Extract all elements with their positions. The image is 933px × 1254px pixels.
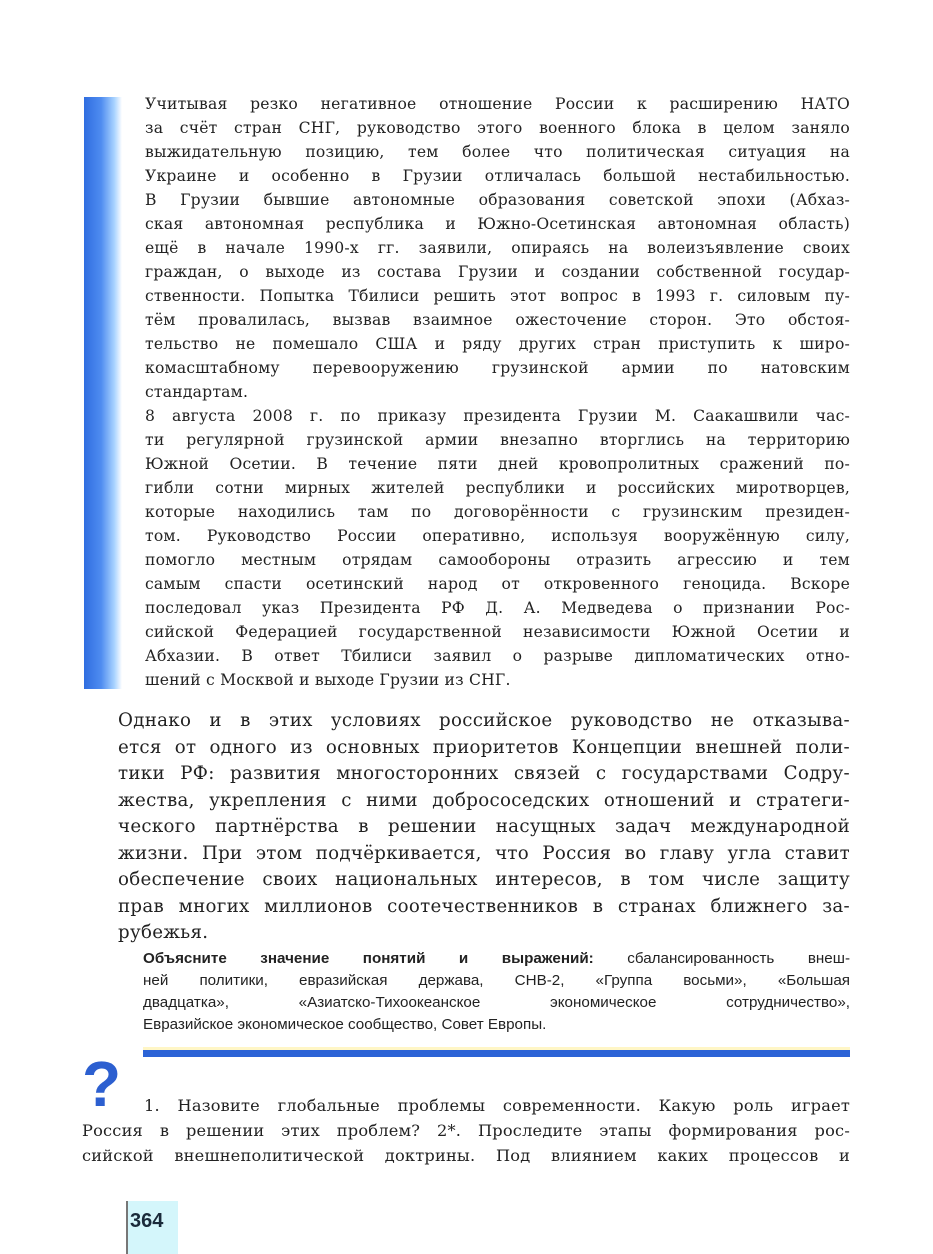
text-line: выжидательную позицию, тем более что политическая ситуация на — [145, 143, 850, 161]
text-line: рубежья. — [118, 922, 209, 943]
text-line: жизни. При этом подчёркивается, что Россия во главу угла ставит — [118, 842, 850, 864]
text-line: последовал указ Президента РФ Д. А. Медведева о признании Рос- — [145, 599, 850, 617]
text-line: ещё в начале 1990-х гг. заявили, опираясь на волеизъявление своих — [145, 239, 850, 257]
text-line: самым спасти осетинский народ от откровенного геноцида. Вскоре — [145, 575, 850, 593]
section-divider — [143, 1050, 850, 1057]
text-line: тельство не помешало США и ряду других стран приступить к широ- — [145, 335, 850, 353]
definitions-line: двадцатка», «Азиатско-Тихоокеанское экономическое сотрудничество», — [143, 994, 850, 1011]
text-line: Однако и в этих условиях российское руководство не отказыва- — [118, 710, 850, 731]
question-line: сийской внешнеполитической доктрины. Под влиянием каких процессов и — [82, 1146, 850, 1165]
questions-block — [82, 1093, 850, 1168]
text-line: гибли сотни мирных жителей республики и российских миротворцев, — [145, 479, 850, 497]
definitions-line: ней политики, евразийская держава, СНВ-2, «Группа восьми», «Большая — [143, 972, 850, 989]
main-paragraph — [118, 708, 850, 947]
question-mark-icon: ? — [82, 1048, 122, 1120]
sidebar-accent-bar — [84, 97, 122, 689]
text-line: шений с Москвой и выходе Грузии из СНГ. — [145, 671, 511, 689]
text-line: стандартам. — [145, 383, 249, 401]
text-line: ти регулярной грузинской армии внезапно вторглись на территорию — [145, 431, 850, 449]
question-line: 1. Назовите глобальные проблемы современности. Какую роль играет — [144, 1096, 850, 1115]
text-line: ческого партнёрства в решении насущных задач международной — [118, 816, 850, 837]
definitions-first-line — [143, 948, 850, 970]
text-line: Украине и особенно в Грузии отличалась большой нестабильностью. — [145, 167, 850, 185]
question-line: Россия в решении этих проблем? 2*. Проследите этапы формирования рос- — [82, 1121, 850, 1140]
text-line: за счёт стран СНГ, руководство этого военного блока в целом заняло — [145, 119, 850, 137]
text-line: Абхазии. В ответ Тбилиси заявил о разрыве дипломатических отно- — [145, 647, 850, 665]
text-line: ская автономная республика и Южно-Осетинская автономная область) — [145, 215, 850, 233]
text-line: тём провалилась, вызвав взаимное ожесточение сторон. Это обстоя- — [145, 311, 850, 329]
text-line: ется от одного из основных приоритетов Концепции внешней поли- — [118, 736, 850, 758]
text-line: обеспечение своих национальных интересов, в том числе защиту — [118, 869, 850, 890]
text-line: том. Руководство России оперативно, используя вооружённую силу, — [145, 527, 850, 545]
definitions-task — [143, 948, 850, 1036]
text-line: сийской Федерацией государственной независимости Южной Осетии и — [145, 623, 850, 641]
text-line: ственности. Попытка Тбилиси решить этот вопрос в 1993 г. силовым пу- — [145, 287, 850, 305]
definitions-line: Евразийское экономическое сообщество, Совет Европы. — [143, 1016, 547, 1033]
text-line: Учитывая резко негативное отношение России к расширению НАТО — [145, 95, 850, 113]
text-line: комасштабному перевооружению грузинской армии по натовским — [145, 359, 850, 377]
definitions-heading: Объясните значение понятий и выражений: — [143, 950, 594, 967]
text-line: Южной Осетии. В течение пяти дней кровопролитных сражений по- — [145, 455, 850, 473]
text-line: помогло местным отрядам самообороны отразить агрессию и тем — [145, 551, 850, 569]
definitions-text: сбалансированность внеш- — [593, 950, 850, 967]
text-line: граждан, о выходе из состава Грузии и создании собственной государ- — [145, 263, 850, 281]
text-line: жества, укрепления с ними добрососедских отношений и стратеги- — [118, 789, 850, 811]
text-line: В Грузии бывшие автономные образования советской эпохи (Абхаз- — [145, 191, 850, 209]
text-line: которые находились там по договорённости с грузинским президен- — [145, 503, 850, 521]
text-line: прав многих миллионов соотечественников в странах ближнего за- — [118, 895, 850, 917]
page-number: 364 — [130, 1210, 164, 1232]
text-line: тики РФ: развития многосторонних связей с государствами Содру- — [118, 763, 850, 784]
highlighted-passage — [145, 92, 850, 692]
text-line: 8 августа 2008 г. по приказу президента Грузии М. Саакашвили час- — [145, 407, 850, 425]
